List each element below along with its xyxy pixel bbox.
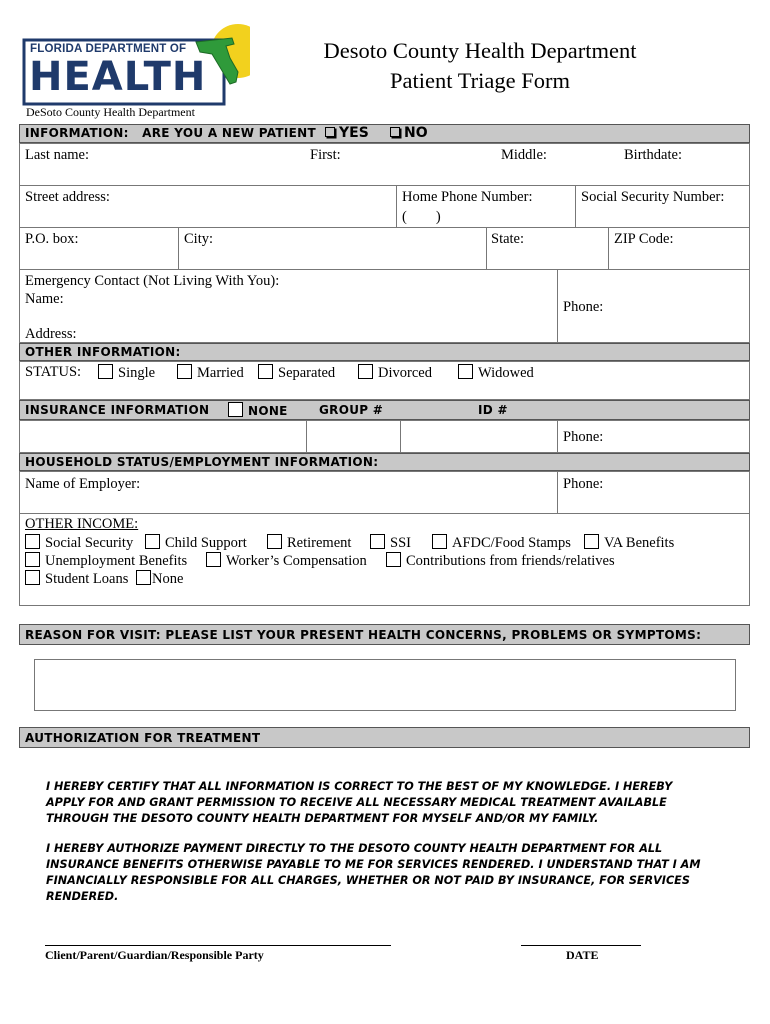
- employer-phone-field[interactable]: Phone:: [563, 476, 604, 492]
- divider: [486, 227, 487, 269]
- home-phone-field[interactable]: Home Phone Number:: [402, 189, 533, 205]
- single-checkbox[interactable]: [98, 364, 113, 379]
- married-checkbox[interactable]: [177, 364, 192, 379]
- new-patient-no[interactable]: [390, 125, 428, 141]
- reason-textbox[interactable]: [34, 659, 736, 711]
- emergency-name-field[interactable]: Name:: [25, 291, 64, 307]
- income-student-loans[interactable]: [25, 570, 128, 588]
- information-bar-label: INFORMATION: ARE YOU A NEW PATIENT: [25, 126, 317, 140]
- zip-field[interactable]: ZIP Code:: [614, 231, 674, 247]
- checkbox[interactable]: [25, 552, 40, 567]
- income-label: VA Benefits: [604, 535, 675, 551]
- checkbox[interactable]: [584, 534, 599, 549]
- income-workers-comp[interactable]: [206, 552, 367, 570]
- income-child-support[interactable]: [145, 534, 247, 552]
- income-retirement[interactable]: [267, 534, 351, 552]
- po-box-field[interactable]: P.O. box:: [25, 231, 79, 247]
- checkbox[interactable]: [386, 552, 401, 567]
- divider: [575, 185, 576, 227]
- income-ssi[interactable]: [370, 534, 411, 552]
- other-income-label: OTHER INCOME:: [25, 516, 139, 532]
- date-label: DATE: [566, 948, 599, 962]
- signature-line[interactable]: [45, 945, 391, 946]
- logo-line1: FLORIDA DEPARTMENT OF: [30, 43, 187, 55]
- income-label: Retirement: [287, 535, 352, 551]
- income-social-security[interactable]: [25, 534, 133, 552]
- ssn-field[interactable]: Social Security Number:: [581, 189, 725, 205]
- income-label: None: [152, 571, 184, 587]
- authorization-paragraph-2: I HEREBY AUTHORIZE PAYMENT DIRECTLY TO THE DESOTO COUNTY HEALTH DEPARTMENT FOR ALL INSURANCE BENEFITS OTHERWISE PAYABLE TO ME FOR SERVICES RENDERED. I UNDERSTAND THAT I AM FINANCIALLY RESPONSIBLE FOR ALL CHARGES, WHETHER OR NOT PAID BY INSURANCE, FOR SERVICES RENDERED.: [46, 842, 701, 903]
- date-line[interactable]: [521, 945, 641, 946]
- no-checkbox[interactable]: [390, 127, 400, 137]
- checkbox[interactable]: [267, 534, 282, 549]
- status-label: STATUS:: [25, 364, 82, 380]
- last-name-field[interactable]: Last name:: [25, 147, 90, 163]
- income-label: SSI: [390, 535, 411, 551]
- first-name-field[interactable]: First:: [310, 147, 341, 163]
- birthdate-field[interactable]: Birthdate:: [624, 147, 682, 163]
- income-afdc[interactable]: [432, 534, 571, 552]
- income-label: Unemployment Benefits: [45, 553, 188, 569]
- checkbox[interactable]: [370, 534, 385, 549]
- insurance-label: INSURANCE INFORMATION: [25, 403, 210, 417]
- divider: [306, 420, 307, 453]
- authorization-paragraph-1: I HEREBY CERTIFY THAT ALL INFORMATION IS CORRECT TO THE BEST OF MY KNOWLEDGE. I HEREBY APPLY FOR AND GRANT PERMISSION TO RECEIVE ALL NECESSARY MEDICAL TREATMENT AVAILABLE THROUGH THE DESOTO COUNTY HEALTH DEPARTMENT FOR MYSELF AND/OR MY FAMILY.: [46, 780, 673, 825]
- divider: [19, 269, 750, 270]
- page-title: [290, 36, 670, 96]
- divorced-label: Divorced: [378, 365, 432, 381]
- checkbox[interactable]: [25, 534, 40, 549]
- status-married[interactable]: [177, 364, 244, 382]
- emergency-address-field[interactable]: Address:: [25, 326, 77, 342]
- separated-label: Separated: [278, 365, 336, 381]
- status-divorced[interactable]: [358, 364, 432, 382]
- household-label: HOUSEHOLD STATUS/EMPLOYMENT INFORMATION:: [25, 455, 379, 469]
- yes-label: YES: [339, 125, 369, 141]
- married-label: Married: [197, 365, 244, 381]
- divider: [19, 185, 750, 186]
- income-none[interactable]: [136, 570, 183, 588]
- widowed-label: Widowed: [478, 365, 534, 381]
- yes-checkbox[interactable]: [325, 127, 335, 137]
- home-phone-area-code: ( ): [402, 209, 441, 225]
- divider: [400, 420, 401, 453]
- middle-name-field[interactable]: Middle:: [501, 147, 547, 163]
- insurance-row: [19, 420, 750, 453]
- divider: [557, 420, 558, 453]
- divider: [19, 227, 750, 228]
- logo-line2: HEALTH: [29, 54, 207, 100]
- logo-subtitle: DeSoto County Health Department: [26, 105, 195, 119]
- income-label: Social Security: [45, 535, 134, 551]
- divorced-checkbox[interactable]: [358, 364, 373, 379]
- income-label: Student Loans: [45, 571, 129, 587]
- income-unemployment[interactable]: [25, 552, 187, 570]
- insurance-none[interactable]: [228, 402, 288, 418]
- divider: [178, 227, 179, 269]
- checkbox[interactable]: [206, 552, 221, 567]
- other-information-label: OTHER INFORMATION:: [25, 345, 181, 359]
- insurance-phone-field[interactable]: Phone:: [563, 429, 604, 445]
- divider: [19, 513, 750, 514]
- single-label: Single: [118, 365, 156, 381]
- new-patient-yes[interactable]: [325, 125, 369, 141]
- insurance-none-checkbox[interactable]: [228, 402, 243, 417]
- title-line-1: Desoto County Health Department: [323, 38, 637, 63]
- income-label: Child Support: [165, 535, 247, 551]
- checkbox[interactable]: [25, 570, 40, 585]
- insurance-none-label: NONE: [248, 404, 288, 418]
- emergency-contact-label: Emergency Contact (Not Living With You):: [25, 273, 280, 289]
- city-field[interactable]: City:: [184, 231, 214, 247]
- income-label: AFDC/Food Stamps: [452, 535, 571, 551]
- no-label: NO: [404, 125, 428, 141]
- divider: [396, 185, 397, 227]
- employer-field[interactable]: Name of Employer:: [25, 476, 141, 492]
- checkbox[interactable]: [432, 534, 447, 549]
- checkbox[interactable]: [145, 534, 160, 549]
- divider: [557, 471, 558, 513]
- divider: [608, 227, 609, 269]
- state-field[interactable]: State:: [491, 231, 525, 247]
- income-contributions[interactable]: [386, 552, 615, 570]
- income-va-benefits[interactable]: [584, 534, 674, 552]
- title-line-2: Patient Triage Form: [389, 68, 570, 93]
- status-single[interactable]: [98, 364, 155, 382]
- emergency-phone-field[interactable]: Phone:: [563, 299, 604, 315]
- reason-label: REASON FOR VISIT: PLEASE LIST YOUR PRESENT HEALTH CONCERNS, PROBLEMS OR SYMPTOMS:: [25, 628, 702, 642]
- separated-checkbox[interactable]: [258, 364, 273, 379]
- insurance-group-label: GROUP #: [319, 403, 384, 417]
- widowed-checkbox[interactable]: [458, 364, 473, 379]
- street-address-field[interactable]: Street address:: [25, 189, 110, 205]
- income-label: Contributions from friends/relatives: [406, 553, 615, 569]
- status-separated[interactable]: [258, 364, 335, 382]
- signature-label: Client/Parent/Guardian/Responsible Party: [45, 948, 264, 962]
- logo: [20, 24, 250, 120]
- divider: [557, 269, 558, 343]
- income-label: Worker’s Compensation: [226, 553, 367, 569]
- checkbox[interactable]: [136, 570, 151, 585]
- insurance-id-label: ID #: [478, 403, 508, 417]
- status-widowed[interactable]: [458, 364, 534, 382]
- authorization-label: AUTHORIZATION FOR TREATMENT: [25, 731, 261, 745]
